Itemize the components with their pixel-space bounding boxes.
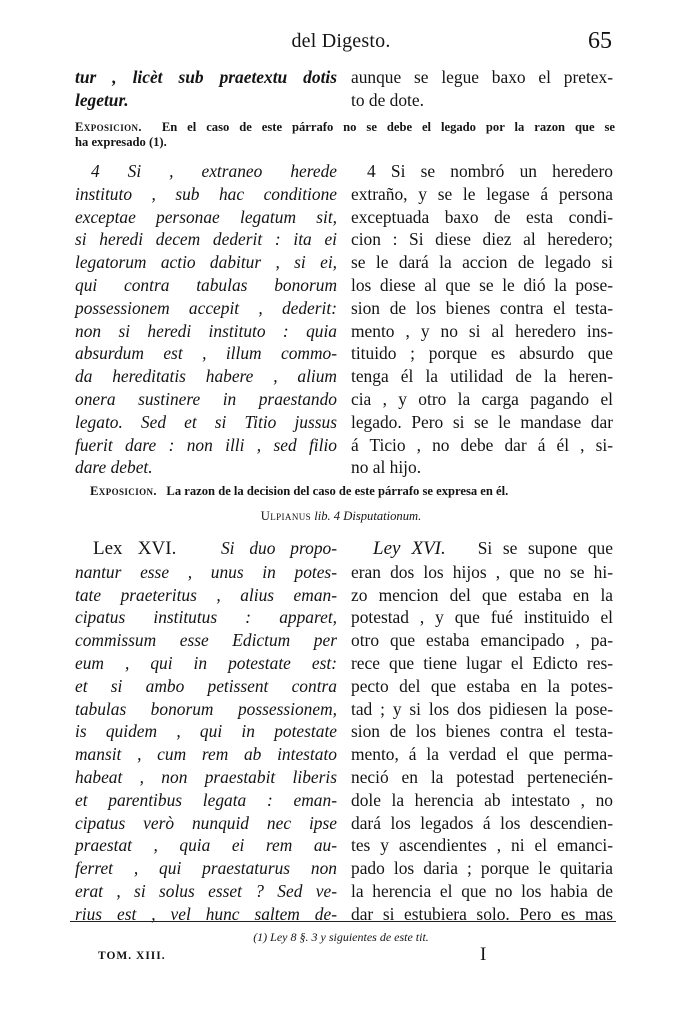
spanish-line: neció en la potestad pertenecién- xyxy=(351,766,613,787)
latin-line: erat , si solus esset ? Sed ve- xyxy=(75,880,337,901)
spanish-line: exceptuada baxo de esta condi- xyxy=(351,206,613,227)
latin-line: cipatus verò nunquid nec ipse xyxy=(75,812,337,833)
latin-line: si heredi decem dederit : ita ei xyxy=(75,229,337,250)
exposition-text: En el caso de este párrafo no se debe el legado por la razon que se xyxy=(161,120,615,134)
latin-line: possessionem accepit , dederit: xyxy=(75,297,337,318)
spanish-line: dará los legados á los descendien- xyxy=(351,812,613,833)
spanish-line: tituido ; porque es absurdo que xyxy=(351,343,613,364)
latin-line: non si heredi instituto : quia xyxy=(75,320,337,341)
spanish-line: legado. Pero si se le mandase dar xyxy=(351,411,613,432)
latin-line: ferret , qui praestaturus non xyxy=(75,858,337,879)
spanish-line: eran dos los hijos , que no se hi- xyxy=(351,561,613,582)
latin-line: et si ambo petissent contra xyxy=(75,675,337,696)
footnote-divider xyxy=(70,921,616,922)
spanish-line: á Ticio , no debe dar á él , si- xyxy=(351,434,613,455)
spanish-line: to de dote. xyxy=(351,89,424,110)
exposition-text: La razon de la decision del caso de este párrafo se expresa en él. xyxy=(166,484,509,498)
spanish-line: la herencia el que no los habia de xyxy=(351,880,613,901)
latin-line: legato. Sed et si Titio jussus xyxy=(75,411,337,432)
exposition-label: Exposicion. xyxy=(90,484,157,498)
spanish-line: pecto del que estaba en la potes- xyxy=(351,675,613,696)
source-work: lib. 4 Disputationum. xyxy=(314,509,422,523)
spanish-column-section-2 xyxy=(351,160,613,479)
spanish-line: tenga él la utilidad de la heren- xyxy=(351,366,613,387)
latin-line: rius est , vel hunc saltem de- xyxy=(75,903,337,924)
spanish-line: dar si estubiera solo. Pero es mas xyxy=(351,903,613,924)
spanish-line: mento , y no si al heredero ins- xyxy=(351,320,613,341)
spanish-line: se le dará la accion de legado si xyxy=(351,252,613,273)
spanish-line: sion de los bienes contra el testa- xyxy=(351,721,613,742)
latin-line: cipatus institutus : apparet, xyxy=(75,607,337,628)
latin-line: is quidem , qui in potestate xyxy=(75,721,337,742)
signature-mark: I xyxy=(480,944,487,965)
exposition-text: ha expresado (1). xyxy=(75,135,167,149)
latin-line: mansit , cum rem ab intestato xyxy=(75,744,337,765)
page-number: 65 xyxy=(588,28,612,54)
latin-line: 4 Si , extraneo herede xyxy=(91,161,337,181)
footnote: (1) Ley 8 §. 3 y siguientes de este tit. xyxy=(253,930,429,944)
spanish-line: rece que tiene lugar el Edicto res- xyxy=(351,652,613,673)
latin-line: onera sustinere in praestando xyxy=(75,388,337,409)
spanish-line: pado los daria ; porque le quitaria xyxy=(351,858,613,879)
latin-column-section-3 xyxy=(75,537,337,926)
source-attribution xyxy=(0,509,682,524)
spanish-line: dole la herencia ab intestato , no xyxy=(351,789,613,810)
spanish-line: zo mencion del que estaba en la xyxy=(351,584,613,605)
exposition-note-1 xyxy=(75,120,615,150)
latin-line: legetur. xyxy=(75,89,129,110)
spanish-line: mento, á la verdad el que perma- xyxy=(351,744,613,765)
source-author: Ulpianus xyxy=(260,509,312,523)
latin-line: legatorum actio dabitur , si ei, xyxy=(75,252,337,273)
running-title: del Digesto. xyxy=(291,30,391,52)
spanish-line: cion : Si diese diez al heredero; xyxy=(351,229,613,250)
spanish-line: los diese al que se le dió la pose- xyxy=(351,274,613,295)
latin-line: nantur esse , unus in potes- xyxy=(75,561,337,582)
latin-line: instituto , sub hac conditione xyxy=(75,183,337,204)
latin-line: qui contra tabulas bonorum xyxy=(75,274,337,295)
latin-line: absurdum est , illum commo- xyxy=(75,343,337,364)
latin-line: Si duo propo- xyxy=(220,538,337,558)
spanish-line: Si se supone que xyxy=(477,538,613,558)
latin-line: dare debet. xyxy=(75,457,153,478)
latin-line: et parentibus legata : eman- xyxy=(75,789,337,810)
spanish-line: sion de los bienes contra el testa- xyxy=(351,297,613,318)
spanish-line: potestad , y que fué instituido el xyxy=(351,607,613,628)
latin-line: fuerit dare : non illi , sed filio xyxy=(75,434,337,455)
latin-line: exceptae personae legatum sit, xyxy=(75,206,337,227)
spanish-line: tad ; y si los dos pidiesen la pose- xyxy=(351,698,613,719)
latin-line: da hereditatis habere , alium xyxy=(75,366,337,387)
latin-line: tur , licèt sub praetextu dotis xyxy=(75,67,337,87)
latin-line: praestat , quia ei rem au- xyxy=(75,835,337,856)
latin-line: commissum esse Edictum per xyxy=(75,630,337,651)
spanish-line: aunque se legue baxo el pretex- xyxy=(351,67,613,87)
latin-line: eum , qui in potestate est: xyxy=(75,652,337,673)
latin-line: habeat , non praestabit liberis xyxy=(75,766,337,787)
spanish-line: 4 Si se nombró un heredero xyxy=(367,161,613,181)
spanish-column-section-3 xyxy=(351,537,613,926)
exposition-label: Exposicion. xyxy=(75,120,142,134)
spanish-line: otro que estaba emancipado , pa- xyxy=(351,630,613,651)
spanish-line: no al hijo. xyxy=(351,457,422,478)
lex-heading: Lex XVI. xyxy=(93,538,177,559)
latin-column-section-2 xyxy=(75,160,337,479)
spanish-column-section-1 xyxy=(351,66,613,112)
latin-line: tate praeteritus , alius eman- xyxy=(75,584,337,605)
spanish-line: tes y ascendientes , ni el emanci- xyxy=(351,835,613,856)
spanish-line: extraño, y se le legase á persona xyxy=(351,183,613,204)
spanish-line: cia , y otro la carga pagando el xyxy=(351,388,613,409)
volume-label: TOM. XIII. xyxy=(98,950,166,962)
latin-line: tabulas bonorum possessionem, xyxy=(75,698,337,719)
exposition-note-2 xyxy=(90,484,610,499)
latin-column-section-1 xyxy=(75,66,337,112)
ley-heading: Ley XVI. xyxy=(373,538,446,559)
